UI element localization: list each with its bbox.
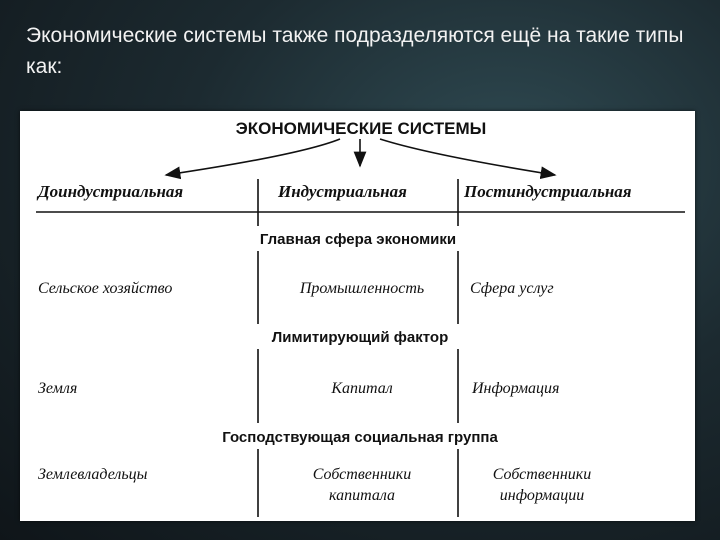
slide-title: Экономические системы также подразделяются ещё на такие типы как: xyxy=(26,24,684,78)
diagram-heading: ЭКОНОМИЧЕСКИЕ СИСТЕМЫ xyxy=(235,119,487,138)
cell-dominant-group-preindustrial: Землевладельцы xyxy=(38,466,148,483)
cell-main-sphere-industrial: Промышленность xyxy=(299,280,425,297)
section-title-main-sphere: Главная сфера экономики xyxy=(259,231,457,248)
column-header-preindustrial: Доиндустриальная xyxy=(38,182,184,201)
diagram-canvas xyxy=(20,111,695,521)
cell-dominant-group-postindustrial-line2: информации xyxy=(499,487,585,504)
cell-limiting-factor-industrial: Капитал xyxy=(331,380,393,397)
cell-main-sphere-preindustrial: Сельское хозяйство xyxy=(38,280,173,297)
cell-dominant-group-industrial-line1: Собственники xyxy=(312,466,412,483)
economic-systems-diagram xyxy=(20,111,695,521)
section-title-dominant-group: Господствующая социальная группа xyxy=(222,429,498,446)
cell-limiting-factor-preindustrial: Земля xyxy=(38,380,78,397)
arrow-left xyxy=(166,139,340,175)
arrow-right xyxy=(380,139,555,175)
section-title-limiting-factor: Лимитирующий фактор xyxy=(271,329,449,346)
cell-dominant-group-postindustrial-line1: Собственники xyxy=(492,466,592,483)
cell-dominant-group-industrial-line2: капитала xyxy=(328,487,396,504)
cell-limiting-factor-postindustrial: Информация xyxy=(472,380,560,397)
cell-main-sphere-postindustrial: Сфера услуг xyxy=(470,280,554,297)
column-header-industrial: Индустриальная xyxy=(278,182,407,201)
column-header-postindustrial: Постиндустриальная xyxy=(464,182,632,201)
